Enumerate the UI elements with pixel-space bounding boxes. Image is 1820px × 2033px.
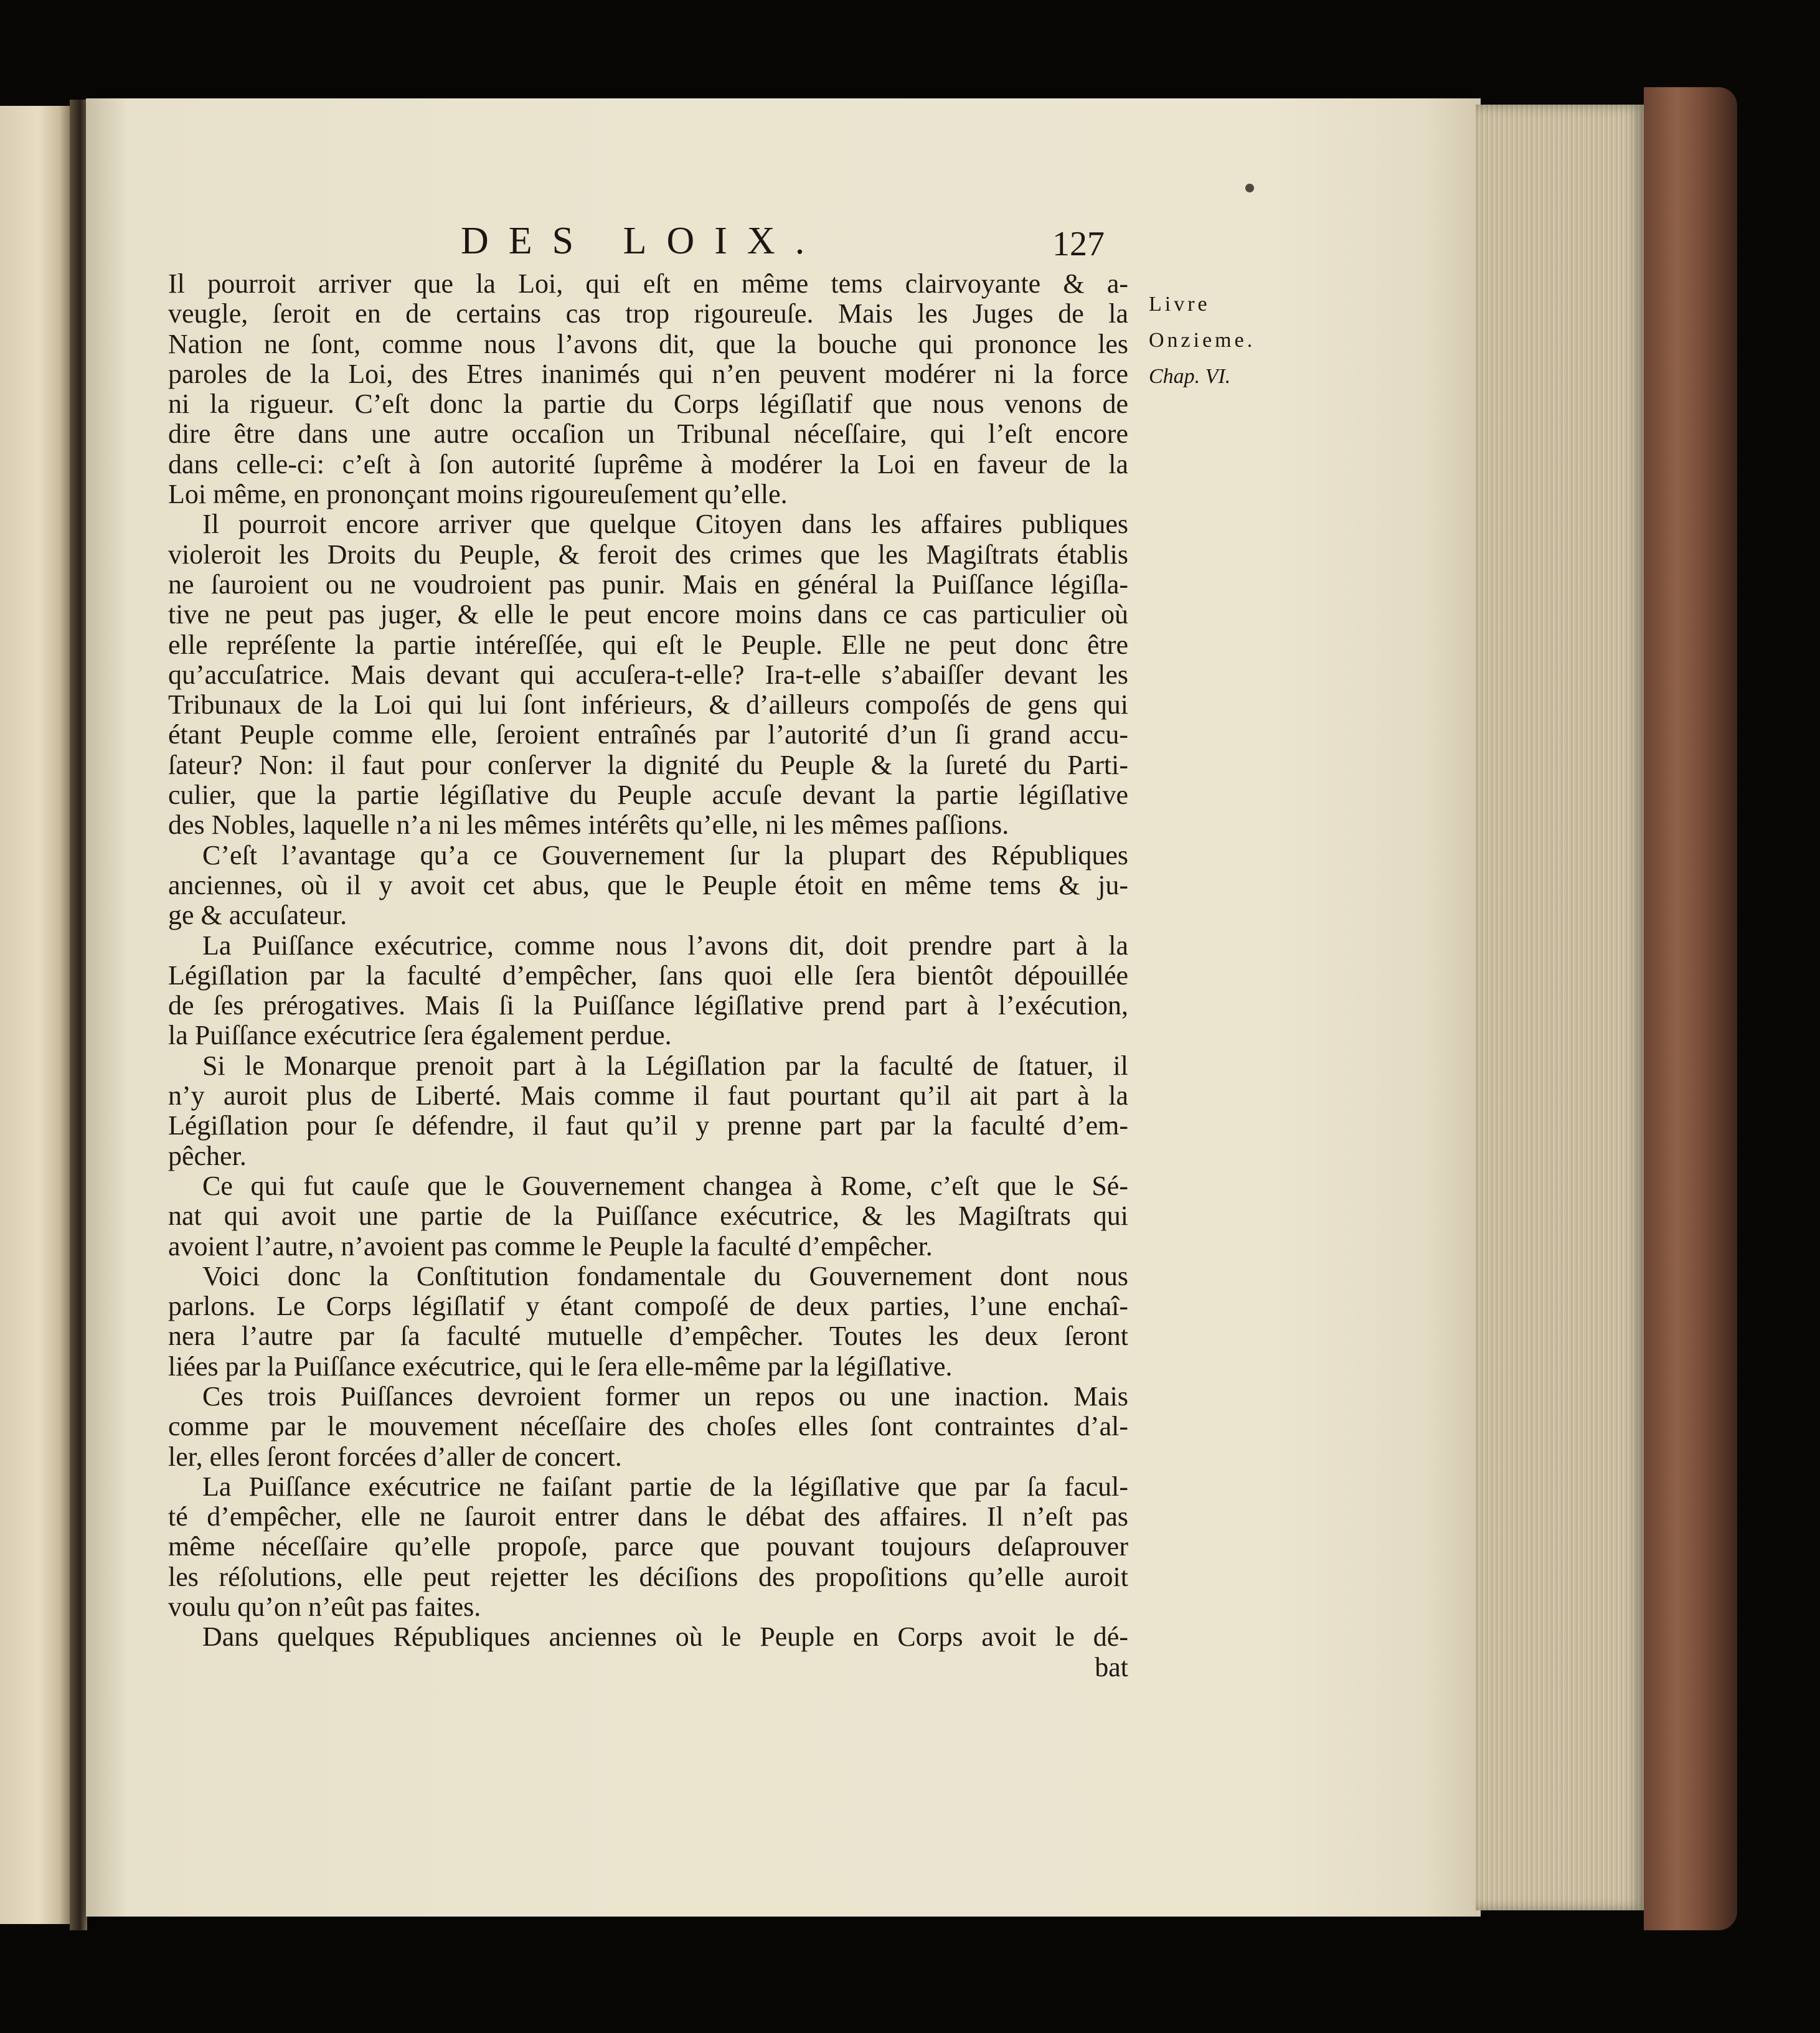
book-gutter xyxy=(70,100,87,1930)
text-line: ler, elles ſeront forcées d’aller de concert. xyxy=(168,1441,622,1472)
text-line: des Nobles, laquelle n’a ni les mêmes intérêts qu’elle, ni les mêmes paſſions. xyxy=(168,809,1009,841)
text-line: Il pourroit arriver que la Loi, qui eſt en même tems clairvoyante & a- xyxy=(168,268,1128,299)
left-page-edge xyxy=(0,106,70,1924)
text-line: Si le Monarque prenoit part à la Légiſlation par la faculté de ſtatuer, il xyxy=(202,1050,1128,1081)
text-line: de ſes prérogatives. Mais ſi la Puiſſance légiſlative prend part à l’exécution, xyxy=(168,990,1128,1021)
text-line: liées par la Puiſſance exécutrice, qui le ſera elle-même par la légiſlative. xyxy=(168,1351,953,1382)
text-line: parlons. Le Corps légiſlatif y étant compoſé de deux parties, l’une enchaî- xyxy=(168,1291,1128,1322)
page-number: 127 xyxy=(1052,225,1105,263)
margin-note xyxy=(1149,286,1256,395)
text-line: même néceſſaire qu’elle propoſe, parce que pouvant toujours deſaprouver xyxy=(168,1531,1128,1562)
text-line: La Puiſſance exécutrice, comme nous l’avons dit, doit prendre part à la xyxy=(202,930,1128,961)
text-line: ni la rigueur. C’eſt donc la partie du Corps légiſlatif que nous venons de xyxy=(168,389,1128,420)
text-line: Il pourroit encore arriver que quelque Citoyen dans les affaires publiques xyxy=(202,509,1128,540)
text-line: les réſolutions, elle peut rejetter les déciſions des propoſitions qu’elle auroit xyxy=(168,1561,1128,1592)
text-line: Ce qui fut cauſe que le Gouvernement changea à Rome, c’eſt que le Sé- xyxy=(202,1170,1128,1201)
text-line: Ces trois Puiſſances devroient former un repos ou une inaction. Mais xyxy=(202,1380,1128,1412)
text-line: qu’accuſatrice. Mais devant qui accuſera-t-elle? Ira-t-elle s’abaiſſer devant les xyxy=(168,659,1128,690)
text-line: ge & accuſateur. xyxy=(168,900,347,931)
text-line: Nation ne ſont, comme nous l’avons dit, que la bouche qui prononce les xyxy=(168,328,1128,359)
text-line: anciennes, où il y avoit cet abus, que le Peuple étoit en même tems & ju- xyxy=(168,869,1128,900)
text-line: Voici donc la Conſtitution fondamentale du Gouvernement dont nous xyxy=(202,1260,1128,1291)
text-line: C’eſt l’avantage qu’a ce Gouvernement ſur la plupart des Républiques xyxy=(202,839,1128,870)
text-line: culier, que la partie légiſlative du Peuple accuſe devant la partie légiſlative xyxy=(168,780,1128,811)
text-line: Légiſlation par la faculté d’empêcher, ſans quoi elle ſera bientôt dépouillée xyxy=(168,960,1128,991)
text-line: ſateur? Non: il faut pour conſerver la dignité du Peuple & la ſureté du Parti- xyxy=(168,749,1128,780)
text-line: Tribunaux de la Loi qui lui ſont inférieurs, & d’ailleurs compoſés de gens qui xyxy=(168,689,1128,720)
text-line: ne ſauroient ou ne voudroient pas punir. Mais en général la Puiſſance légiſla- xyxy=(168,568,1128,600)
text-line: veugle, ſeroit en de certains cas trop rigoureuſe. Mais les Juges de la xyxy=(168,298,1128,329)
text-line: voulu qu’on n’eût pas faites. xyxy=(168,1592,481,1623)
text-line: nat qui avoit une partie de la Puiſſance exécutrice, & les Magiſtrats qui xyxy=(168,1200,1128,1232)
ink-spot xyxy=(1245,184,1254,192)
body-text xyxy=(168,269,1128,1682)
text-line: la Puiſſance exécutrice ſera également perdue. xyxy=(168,1020,672,1051)
text-line: Légiſlation pour ſe défendre, il faut qu’il y prenne part par la faculté d’em- xyxy=(168,1110,1128,1141)
text-line: Dans quelques Républiques anciennes où le Peuple en Corps avoit le dé- xyxy=(202,1621,1128,1653)
leather-cover xyxy=(1644,87,1737,1930)
margin-note-book: Livre xyxy=(1149,293,1210,316)
text-line: violeroit les Droits du Peuple, & feroit des crimes que les Magiſtrats établis xyxy=(168,539,1128,570)
text-line: étant Peuple comme elle, ſeroient entraînés par l’autorité d’un ſi grand accu- xyxy=(168,719,1128,750)
text-line: paroles de la Loi, des Etres inanimés qui n’en peuvent modérer ni la force xyxy=(168,358,1128,389)
margin-note-book-number: Onzieme. xyxy=(1149,329,1256,352)
text-line: tive ne peut pas juger, & elle le peut encore moins dans ce cas particulier où xyxy=(168,599,1128,630)
text-line: bat xyxy=(1095,1651,1128,1682)
text-line: La Puiſſance exécutrice ne faiſant partie de la légiſlative que par ſa facul- xyxy=(202,1471,1128,1502)
margin-note-chapter: Chap. VI. xyxy=(1149,365,1231,388)
text-line: Loi même, en prononçant moins rigoureuſement qu’elle. xyxy=(168,479,788,510)
text-line: n’y auroit plus de Liberté. Mais comme il faut pourtant qu’il ait part à la xyxy=(168,1080,1128,1111)
text-line: dire être dans une autre occaſion un Tribunal néceſſaire, qui l’eſt encore xyxy=(168,418,1128,450)
text-line: nera l’autre par ſa faculté mutuelle d’empêcher. Toutes les deux ſeront xyxy=(168,1321,1128,1352)
text-line: té d’empêcher, elle ne ſauroit entrer dans le débat des affaires. Il n’eſt pas xyxy=(168,1501,1128,1532)
text-line: avoient l’autre, n’avoient pas comme le Peuple la faculté d’empêcher. xyxy=(168,1230,933,1262)
text-line: dans celle-ci: c’eſt à ſon autorité ſuprême à modérer la Loi en faveur de la xyxy=(168,448,1128,479)
text-line: pêcher. xyxy=(168,1140,247,1171)
text-line: elle repréſente la partie intéreſſée, qui eſt le Peuple. Elle ne peut donc être xyxy=(168,629,1128,660)
running-head: DES LOIX. xyxy=(461,220,825,262)
page-block-edge xyxy=(1476,105,1644,1910)
text-line: comme par le mouvement néceſſaire des choſes elles ſont contraintes d’al- xyxy=(168,1411,1128,1442)
